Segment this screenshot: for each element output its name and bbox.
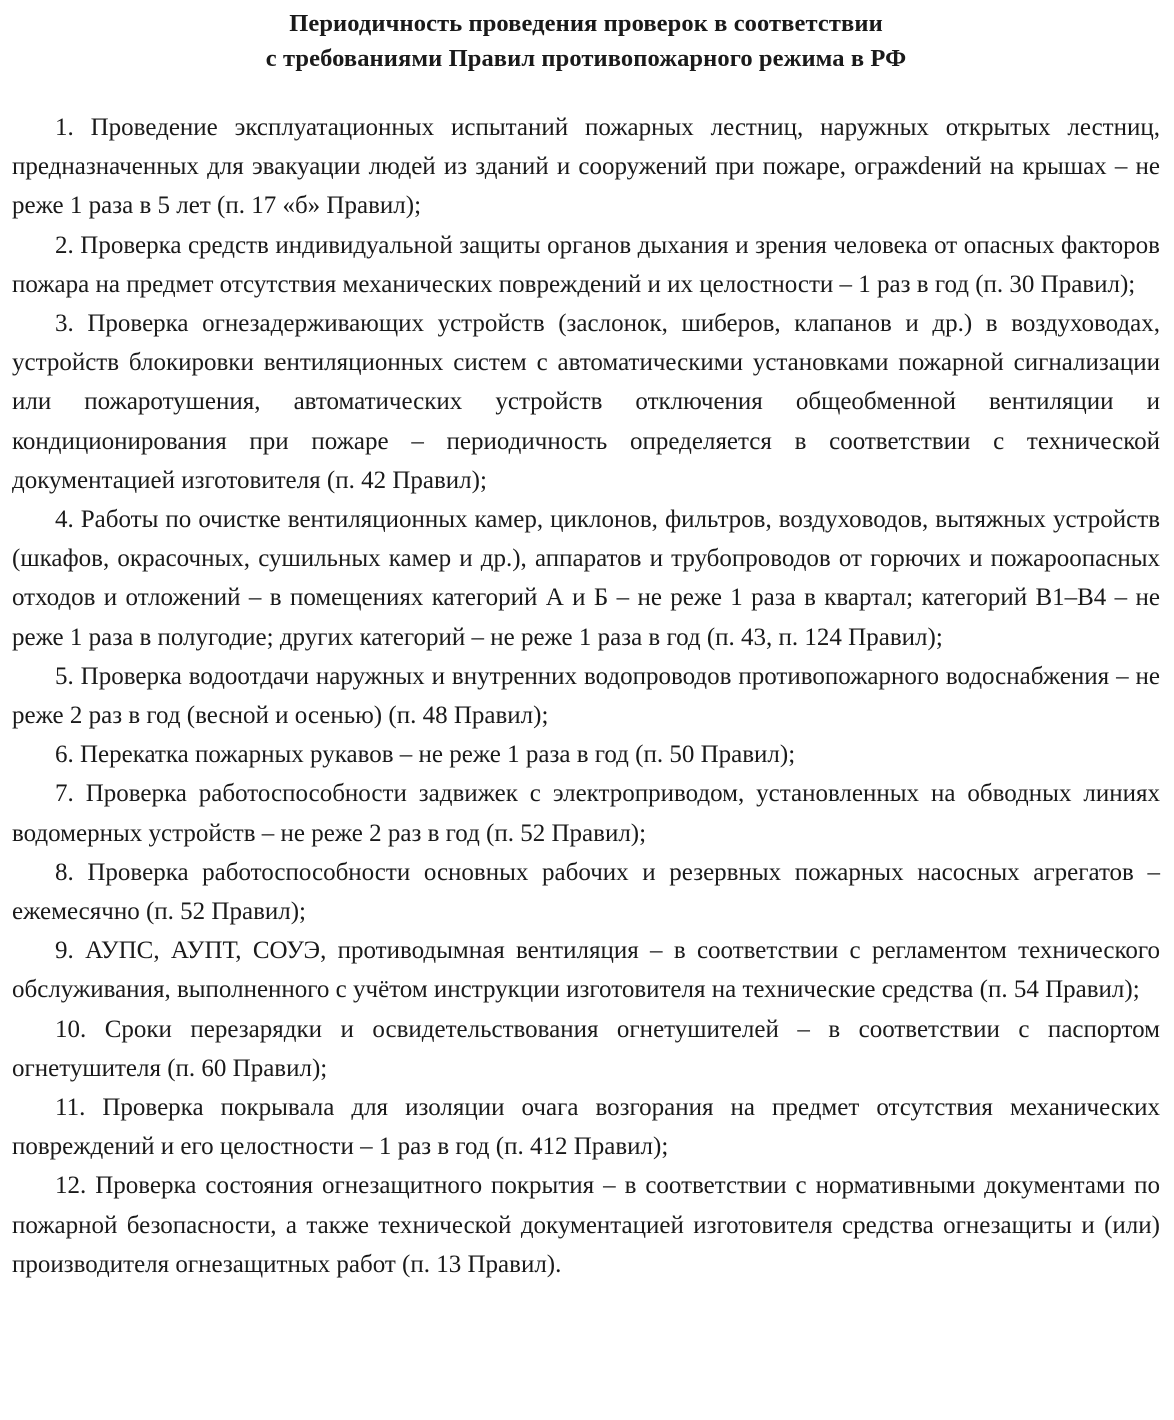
- inspection-list: [12, 108, 1160, 1284]
- list-item-12: 12. Проверка состояния огнезащитного покрытия – в соответствии с нормативными документами по пожарной безопасности, а также технической документацией изготовителя средства огнезащиты и (или) производителя огнезащитных работ (п. 13 Правил).: [12, 1172, 1160, 1278]
- list-item-6: 6. Перекатка пожарных рукавов – не реже 1 раза в год (п. 50 Правил);: [55, 741, 796, 769]
- list-item-8: 8. Проверка работоспособности основных рабочих и резервных пожарных насосных агрегатов – ежемесячно (п. 52 Правил);: [12, 858, 1160, 926]
- title-line-2: с требованиями Правил противопожарного режима в РФ: [265, 45, 907, 72]
- list-item-7: 7. Проверка работоспособности задвижек с электроприводом, установленных на обводных линиях водомерных устройств – не реже 2 раз в год (п. 52 Правил);: [12, 780, 1160, 847]
- list-item-2: 2. Проверка средств индивидуальной защиты органов дыхания и зрения человека от опасных факторов пожара на предмет отсутствия механических повреждений и их целостности – 1 раз в год (п. 30 Правил);: [12, 231, 1160, 298]
- list-item-1: 1. Проведение эксплуатационных испытаний пожарных лестниц, наружных открытых лестниц, предназначенных для эвакуации людей из зданий и сооружений при пожаре, огражdений на крышах – не реже 1 раза в 5 лет (п. 17 «б» Правил);: [12, 114, 1160, 220]
- list-item-9: 9. АУПС, АУПТ, СОУЭ, противодымная вентиляция – в соответствии с регламентом технического обслуживания, выполненного с учётом инструкции изготовителя на технические средства (п. 54 Правил);: [12, 937, 1160, 1004]
- list-item-10: 10. Сроки перезарядки и освидетельствования огнетушителей – в соответствии с паспортом огнетушителя (п. 60 Правил);: [12, 1015, 1160, 1082]
- list-item-3: 3. Проверка огнезадерживающих устройств (заслонок, шиберов, клапанов и др.) в воздуховодах, устройств блокировки вентиляционных систем с автоматическими установками пожарной сигнализации или пожаротушения, автоматических устройств отключения общеобменной вентиляции и кондиционирования при пожаре – периодичность определяется в соответствии с технической документацией изготовителя (п. 42 Правил);: [12, 310, 1160, 494]
- list-item-4: 4. Работы по очистке вентиляционных камер, циклонов, фильтров, воздуховодов, вытяжных устройств (шкафов, окрасочных, сушильных камер и др.), аппаратов и трубопроводов от горючих и пожароопасных отходов и отложений – в помещениях категорий А и Б – не реже 1 раза в квартал; категорий В1–В4 – не реже 1 раза в полугодие; других категорий – не реже 1 раза в год (п. 43, п. 124 Правил);: [12, 506, 1160, 651]
- list-item-11: 11. Проверка покрывала для изоляции очага возгорания на предмет отсутствия механических повреждений и его целостности – 1 раз в год (п. 412 Правил);: [12, 1094, 1160, 1161]
- list-item-5: 5. Проверка водоотдачи наружных и внутренних водопроводов противопожарного водоснабжения – не реже 2 раз в год (весной и осенью) (п. 48 Правил);: [12, 662, 1160, 730]
- document-title: [12, 6, 1160, 76]
- title-line-1: Периодичность проведения проверок в соответствии: [289, 10, 883, 37]
